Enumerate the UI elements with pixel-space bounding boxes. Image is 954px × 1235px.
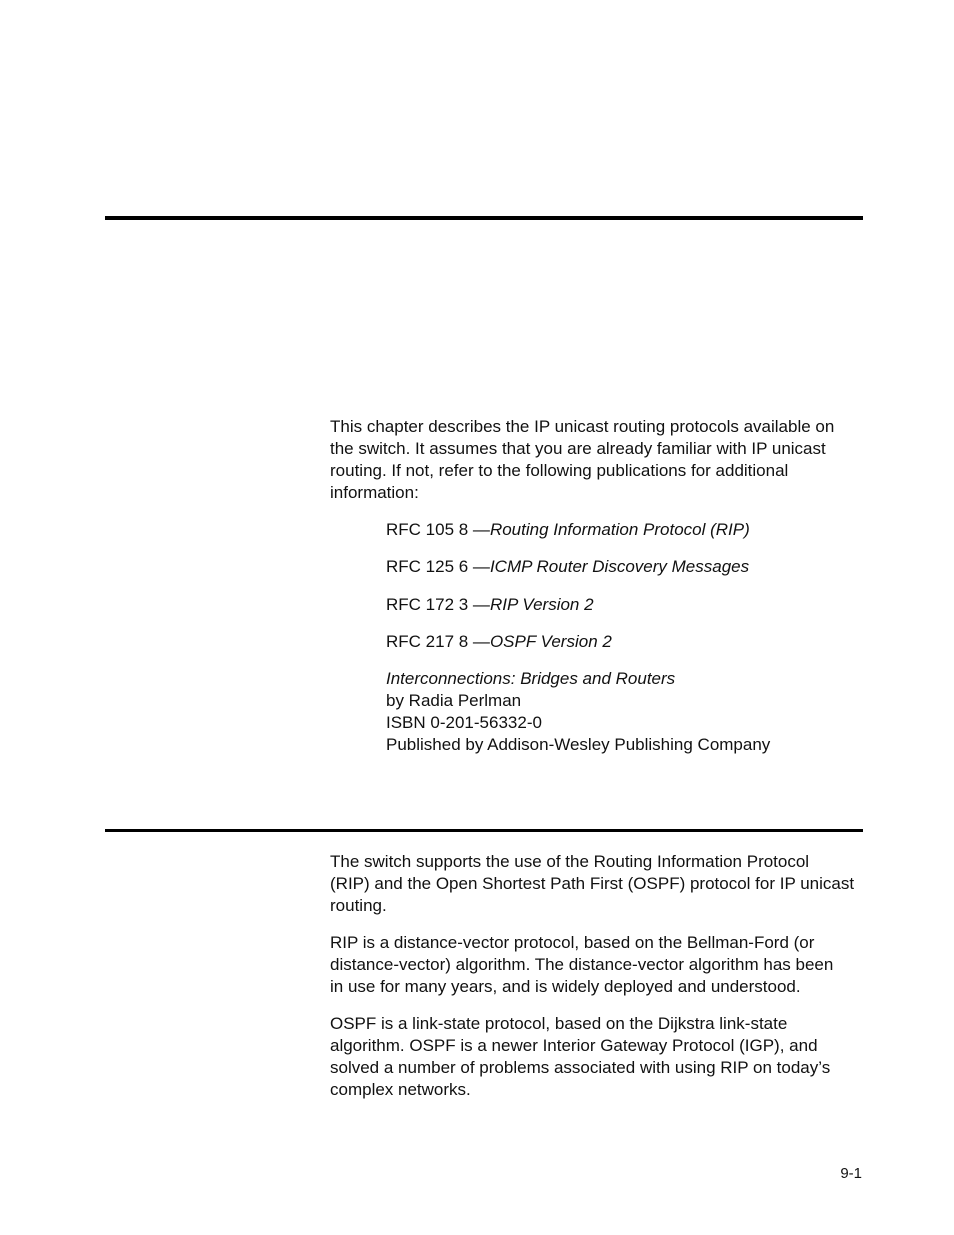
overview-line: RIP is a distance-vector protocol, based on the Bellman-Ford (or xyxy=(330,933,815,952)
reference-number: RFC 105 8 — xyxy=(386,520,490,539)
intro-line: routing. If not, refer to the following publications for additional xyxy=(330,461,789,480)
reference-number: RFC 125 6 — xyxy=(386,557,490,576)
reference-item xyxy=(386,519,750,541)
overview-line: solved a number of problems associated with using RIP on today’s xyxy=(330,1058,831,1077)
book-author: by Radia Perlman xyxy=(386,691,522,710)
overview-line: OSPF is a link-state protocol, based on the Dijkstra link-state xyxy=(330,1014,788,1033)
reference-item xyxy=(386,594,594,616)
section-rule xyxy=(105,829,863,832)
chapter-title-rule xyxy=(105,216,863,220)
reference-number: RFC 172 3 — xyxy=(386,595,490,614)
intro-line: the switch. It assumes that you are already familiar with IP unicast xyxy=(330,439,826,458)
book-isbn: ISBN 0-201-56332-0 xyxy=(386,713,542,732)
overview-line: algorithm. OSPF is a newer Interior Gateway Protocol (IGP), and xyxy=(330,1036,818,1055)
reference-number: RFC 217 8 — xyxy=(386,632,490,651)
overview-paragraph-2 xyxy=(330,932,860,998)
overview-line: in use for many years, and is widely deployed and understood. xyxy=(330,977,801,996)
overview-line: The switch supports the use of the Routing Information Protocol xyxy=(330,852,810,871)
reference-title: OSPF Version 2 xyxy=(489,632,612,651)
intro-line: This chapter describes the IP unicast routing protocols available on xyxy=(330,417,835,436)
overview-paragraph-3 xyxy=(330,1013,860,1101)
intro-paragraph xyxy=(330,416,860,504)
reference-title: RIP Version 2 xyxy=(489,595,594,614)
reference-item xyxy=(386,556,749,578)
overview-line: (RIP) and the Open Shortest Path First (OSPF) protocol for IP unicast xyxy=(330,874,855,893)
overview-line: routing. xyxy=(330,896,387,915)
page-number: 9-1 xyxy=(840,1165,862,1182)
overview-paragraph-1 xyxy=(330,851,860,917)
reference-title: ICMP Router Discovery Messages xyxy=(489,557,750,576)
overview-line: complex networks. xyxy=(330,1080,471,1099)
reference-item xyxy=(386,631,612,653)
intro-line: information: xyxy=(330,483,419,502)
reference-title: Routing Information Protocol (RIP) xyxy=(489,520,750,539)
book-publisher: Published by Addison-Wesley Publishing Company xyxy=(386,735,771,754)
book-title: Interconnections: Bridges and Routers xyxy=(386,669,676,688)
overview-line: distance-vector) algorithm. The distance-vector algorithm has been xyxy=(330,955,834,974)
